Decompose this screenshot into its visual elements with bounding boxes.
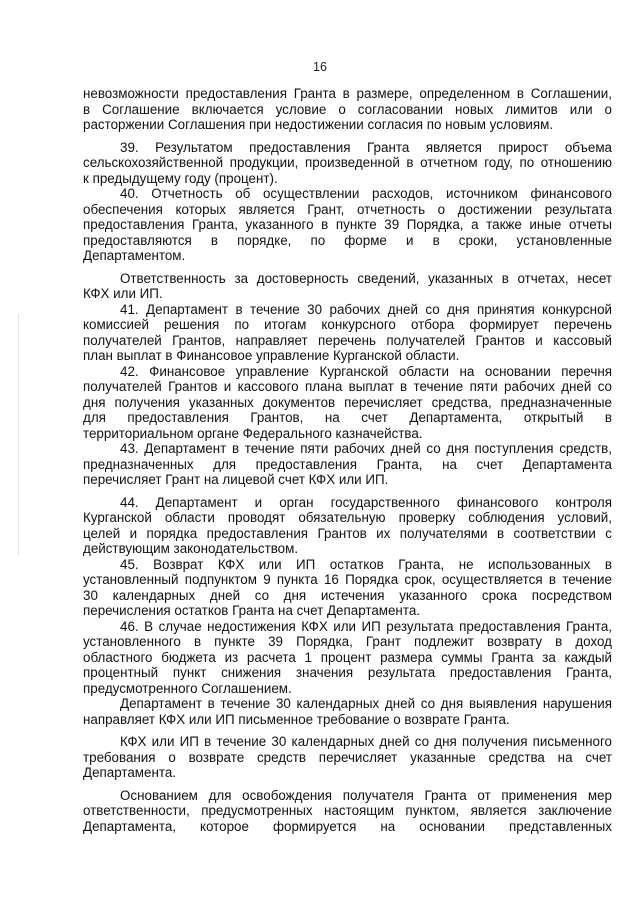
text-line: перечисления остатков Гранта на счет Департамента.	[83, 603, 420, 618]
text-line: 30 календарных дней со дня истечения указанного срока посредством	[83, 587, 612, 603]
text-line: обеспечения которых является Грант, отчетность о достижении результата	[83, 201, 612, 217]
text-line: комиссией решения по итогам конкурсного отбора формирует перечень	[83, 317, 612, 332]
text-line: план выплат в Финансовое управление Курганской области.	[83, 348, 460, 363]
scan-margin-mark	[18, 315, 20, 555]
paragraph	[83, 364, 612, 442]
paragraph	[83, 557, 612, 619]
text-line: 42. Финансовое управление Курганской области на основании перечня	[120, 363, 612, 379]
text-line: установленного в пункте 39 Порядка, Грант подлежит возврату в доход	[83, 634, 612, 649]
paragraph	[83, 302, 612, 364]
text-line: получателей Грантов, направляет перечень получателей Грантов и кассовый	[83, 332, 612, 348]
paragraph	[83, 441, 612, 488]
text-line: к предыдущему году (процент).	[83, 170, 278, 186]
page-number: 16	[313, 60, 327, 74]
paragraph	[83, 186, 612, 264]
paragraph-gap	[83, 488, 612, 495]
paragraph	[83, 619, 612, 697]
text-line: 45. Возврат КФХ или ИП остатков Гранта, не использованных в	[120, 556, 612, 572]
text-line: Основанием для освобождения получателя Гранта от применения мер	[120, 787, 612, 803]
text-line: областного бюджета из расчета 1 процент размера суммы Гранта за каждый	[83, 649, 612, 665]
document-body	[83, 86, 612, 834]
text-line: процентный пункт снижения значения результата предоставления Гранта,	[83, 665, 612, 680]
text-line: предоставляются в порядке, по форме и в сроки, установленные	[83, 232, 612, 248]
text-line: КФХ или ИП в течение 30 календарных дней со дня получения письменного	[120, 734, 612, 749]
text-line: 43. Департамент в течение пяти рабочих дней со дня поступления средств,	[120, 441, 612, 456]
text-line: дня получения указанных документов перечисляет средства, предназначенные	[83, 394, 612, 410]
paragraph-gap	[83, 133, 612, 140]
text-line: направляет КФХ или ИП письменное требование о возврате Гранта.	[83, 711, 510, 727]
text-line: расторжении Соглашения при недостижении согласия по новым условиям.	[83, 117, 554, 132]
text-line: Ответственность за достоверность сведений, указанных в отчетах, несет	[120, 270, 612, 286]
paragraph-gap	[83, 727, 612, 734]
text-line: Департаментом.	[83, 248, 186, 263]
paragraph	[83, 140, 612, 187]
text-line: действующим законодательством.	[83, 541, 299, 556]
text-line: сельскохозяйственной продукции, произведенной в отчетном году, по отношению	[83, 155, 612, 170]
text-line: для предоставления Грантов, на счет Департамента, открытый в	[83, 410, 612, 425]
text-line: Департамента.	[83, 765, 176, 780]
text-line: невозможности предоставления Гранта в размере, определенном в Соглашении,	[83, 86, 612, 101]
paragraph	[83, 86, 612, 133]
text-line: КФХ или ИП.	[83, 286, 163, 301]
text-line: Департамента, которое формируется на основании представленных	[83, 818, 612, 834]
text-line: перечисляет Грант на лицевой счет КФХ или ИП.	[83, 472, 389, 487]
text-line: 46. В случае недостижения КФХ или ИП результата предоставления Гранта,	[120, 618, 612, 634]
paragraph	[83, 734, 612, 781]
text-line: 44. Департамент и орган государственного финансового контроля	[120, 494, 612, 510]
paragraph-gap	[83, 264, 612, 271]
text-line: целей и порядка предоставления Грантов их получателями в соответствии с	[83, 525, 612, 541]
text-line: в Соглашение включается условие о согласовании новых лимитов или о	[83, 101, 612, 117]
text-line: 41. Департамент в течение 30 рабочих дней со дня принятия конкурсной	[120, 301, 612, 317]
text-line: требования о возврате средств перечисляет указанные средства на счет	[83, 749, 612, 765]
paragraph	[83, 788, 612, 835]
text-line: 39. Результатом предоставления Гранта является прирост объема	[120, 139, 612, 155]
text-line: 40. Отчетность об осуществлении расходов, источником финансового	[120, 186, 612, 201]
text-line: предусмотренного Соглашением.	[83, 680, 292, 696]
text-line: Курганской области проводят обязательную проверку соблюдения условий,	[83, 510, 612, 525]
paragraph	[83, 271, 612, 302]
paragraph	[83, 696, 612, 727]
text-line: территориальном органе Федерального казначейства.	[83, 425, 423, 441]
text-line: установленный подпунктом 9 пункта 16 Порядка срок, осуществляется в течение	[83, 572, 612, 587]
paragraph-gap	[83, 781, 612, 788]
paragraph	[83, 495, 612, 557]
text-line: предоставления Гранта, указанного в пункте 39 Порядка, а также иные отчеты	[83, 217, 612, 232]
text-line: Департамент в течение 30 календарных дней со дня выявления нарушения	[120, 696, 612, 711]
text-line: предназначенных для предоставления Гранта, на счет Департамента	[83, 456, 612, 472]
text-line: ответственности, предусмотренных настоящим пунктом, является заключение	[83, 803, 612, 818]
text-line: получателей Грантов и кассового плана выплат в течение пяти рабочих дней со	[83, 379, 612, 394]
